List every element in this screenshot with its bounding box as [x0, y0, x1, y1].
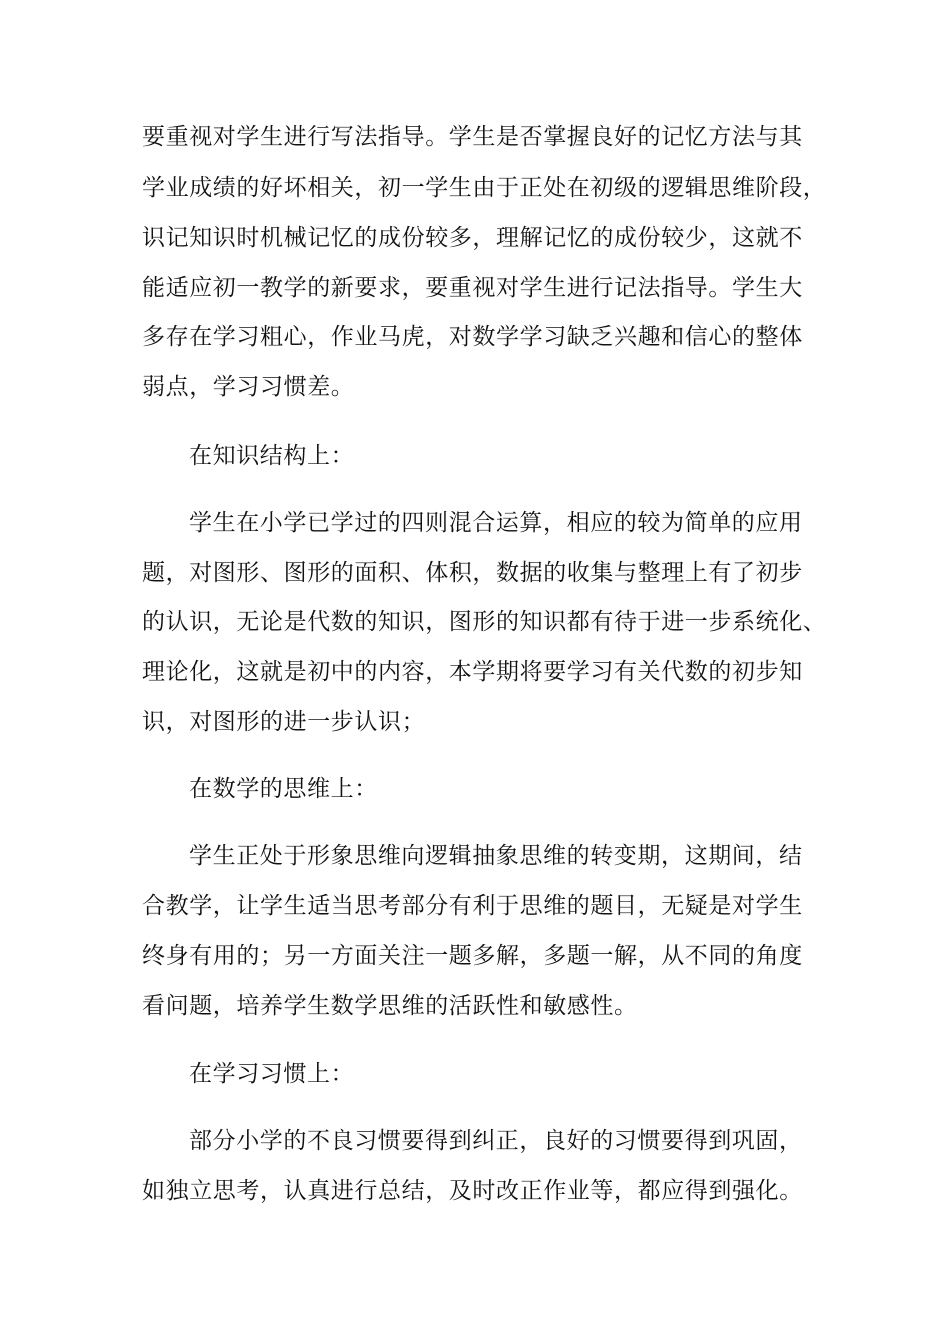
text-line: 能适应初一教学的新要求，要重视对学生进行记法指导。学生大 — [142, 275, 803, 301]
section-heading-math-thinking: 在数学的思维上： — [189, 776, 378, 802]
text-line: 弱点，学习习惯差。 — [142, 374, 355, 400]
text-line: 终身有用的；另一方面关注一题多解，多题一解，从不同的角度 — [142, 943, 803, 969]
text-line: 识，对图形的进一步认识； — [142, 709, 426, 735]
text-line: 如独立思考，认真进行总结，及时改正作业等，都应得到强化。 — [142, 1178, 803, 1204]
section-heading-knowledge-structure: 在知识结构上： — [189, 443, 355, 469]
text-line: 理论化，这就是初中的内容，本学期将要学习有关代数的初步知 — [142, 659, 803, 685]
text-line: 部分小学的不良习惯要得到纠正，良好的习惯要得到巩固， — [189, 1128, 803, 1154]
section-heading-study-habits: 在学习习惯上： — [189, 1061, 355, 1087]
text-line: 识记知识时机械记忆的成份较多，理解记忆的成份较少，这就不 — [142, 225, 803, 251]
text-line: 题，对图形、图形的面积、体积，数据的收集与整理上有了初步 — [142, 560, 803, 586]
text-line: 学生在小学已学过的四则混合运算，相应的较为简单的应用 — [189, 510, 803, 536]
text-line: 多存在学习粗心，作业马虎，对数学学习缺乏兴趣和信心的整体 — [142, 324, 803, 350]
text-line: 要重视对学生进行写法指导。学生是否掌握良好的记忆方法与其 — [142, 124, 803, 150]
text-line: 学业成绩的好坏相关，初一学生由于正处在初级的逻辑思维阶段， — [142, 175, 827, 201]
text-line: 学生正处于形象思维向逻辑抽象思维的转变期，这期间，结 — [189, 843, 803, 869]
text-line: 看问题，培养学生数学思维的活跃性和敏感性。 — [142, 993, 638, 1019]
text-line: 的认识，无论是代数的知识，图形的知识都有待于进一步系统化、 — [142, 609, 827, 635]
text-line: 合教学，让学生适当思考部分有利于思维的题目，无疑是对学生 — [142, 893, 803, 919]
